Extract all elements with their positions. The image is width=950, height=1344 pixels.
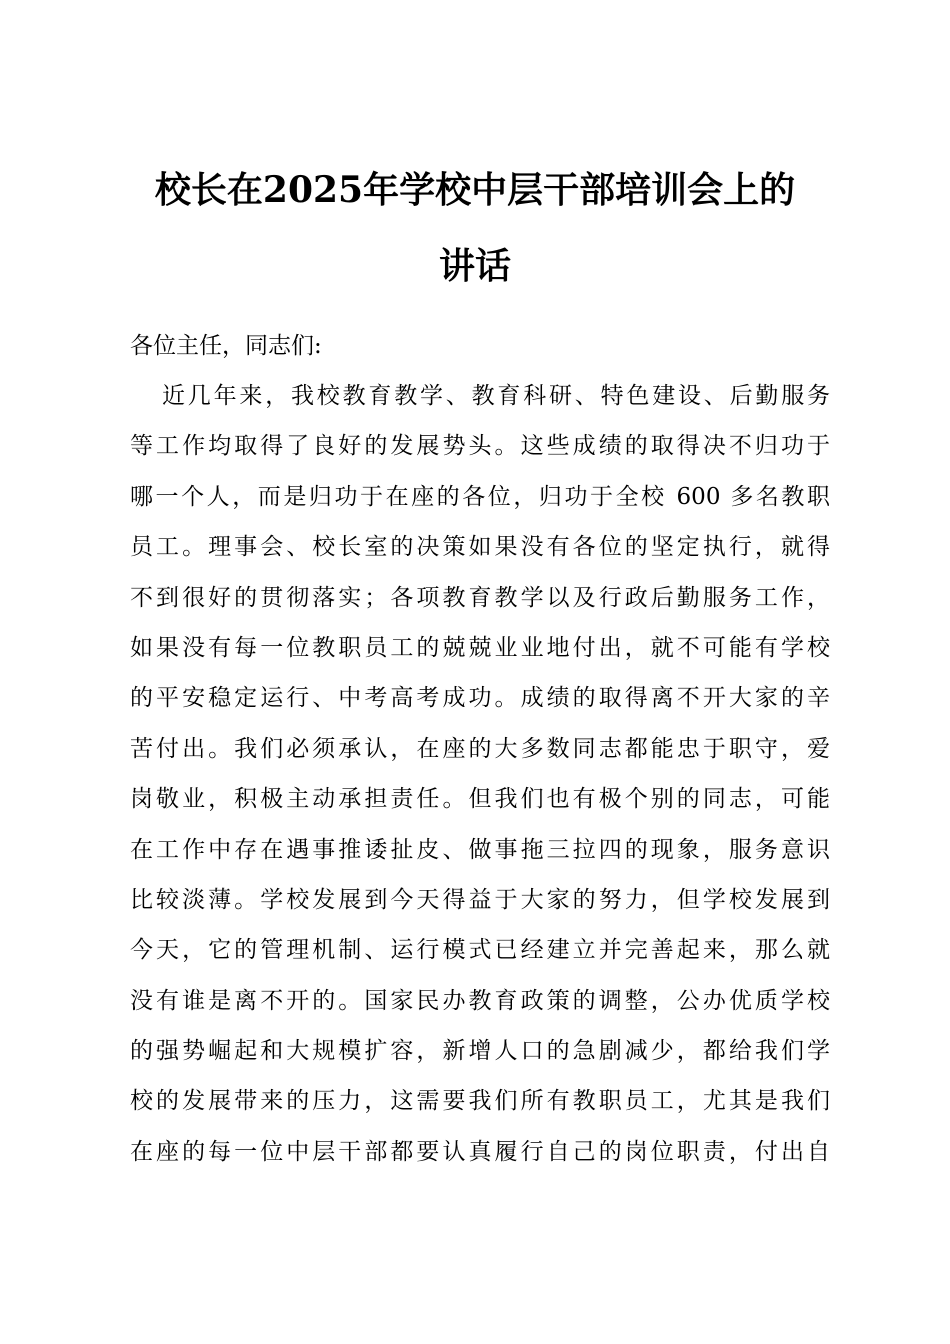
body-line: 岗敬业，积极主动承担责任。但我们也有极个别的同志，可能 (130, 786, 830, 813)
title-line-2: 讲话 (438, 245, 511, 287)
body-line: 没有谁是离不开的。国家民办教育政策的调整，公办优质学校 (130, 987, 830, 1014)
body-line: 在工作中存在遇事推诿扯皮、做事拖三拉四的现象，服务意识 (130, 836, 830, 863)
title-line-1: 校长在2025年学校中层干部培训会上的 (154, 169, 796, 211)
body-line: 不到很好的贯彻落实；各项教育教学以及行政后勤服务工作， (130, 584, 830, 611)
body-line: 的平安稳定运行、中考高考成功。成绩的取得离不开大家的辛 (130, 685, 830, 712)
body-text (130, 376, 830, 1182)
body-line: 的强势崛起和大规模扩容，新增人口的急剧减少，都给我们学 (130, 1038, 830, 1065)
body-line: 在座的每一位中层干部都要认真履行自己的岗位职责，付出自 (130, 1138, 830, 1165)
body-line: 如果没有每一位教职员工的兢兢业业地付出，就不可能有学校 (130, 634, 830, 661)
body-line: 哪一个人，而是归功于在座的各位，归功于全校 600 多名教职 (130, 483, 830, 510)
body-line: 近几年来，我校教育教学、教育科研、特色建设、后勤服务 (162, 383, 830, 409)
salutation: 各位主任，同志们: (130, 333, 322, 359)
body-line: 等工作均取得了良好的发展势头。这些成绩的取得决不归功于 (130, 433, 830, 460)
body-line: 比较淡薄。学校发展到今天得益于大家的努力，但学校发展到 (130, 886, 830, 913)
body-line: 员工。理事会、校长室的决策如果没有各位的坚定执行，就得 (130, 534, 830, 561)
body-line: 今天，它的管理机制、运行模式已经建立并完善起来，那么就 (130, 937, 830, 964)
body-line: 校的发展带来的压力，这需要我们所有教职员工，尤其是我们 (130, 1088, 830, 1115)
body-line: 苦付出。我们必须承认，在座的大多数同志都能忠于职守，爱 (130, 735, 830, 762)
